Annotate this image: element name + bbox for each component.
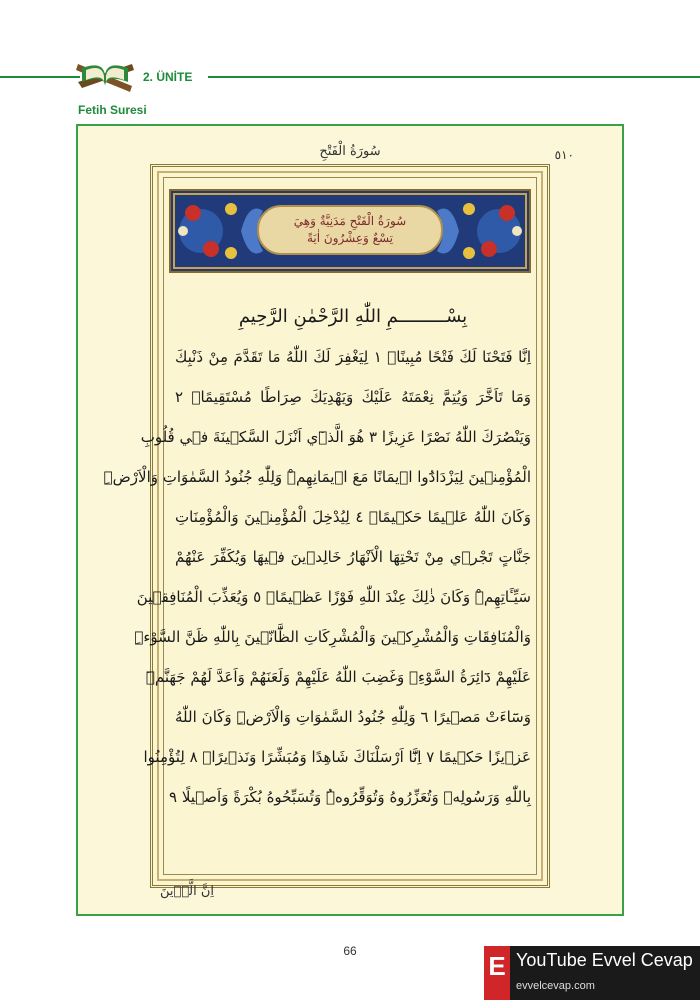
sura-title-cartouche [257, 205, 443, 255]
text-line: اِنَّا فَتَحْنَا لَكَ فَتْحًا مُبِينًاۙ ١ لِيَغْفِرَ لَكَ اللّٰهُ مَا تَقَدَّمَ مِنْ ذَنْبِكَ [175, 348, 531, 366]
basmala-line: بِسْـــــــــمِ اللّٰهِ الرَّحْمٰنِ الرَّحِيمِ [238, 306, 468, 327]
mushaf-page-number: ٥١٠ [554, 148, 574, 162]
catchword: اِنَّ الَّذٖينَ [160, 884, 214, 899]
header-rule-right [208, 76, 700, 78]
watermark-badge[interactable] [484, 946, 700, 1000]
badge-logo: E [484, 946, 510, 1000]
text-line: عَزٖيزًا حَكٖيمًا ٧ اِنَّٓا اَرْسَلْنَاكَ شَاهِدًا وَمُبَشِّرًا وَنَذٖيرًاۙ ٨ لِتُؤْمِنُوا [143, 748, 531, 766]
ornamental-frame [103, 164, 550, 888]
header-rule-left [0, 76, 80, 78]
section-title: Fetih Suresi [78, 103, 147, 117]
sura-header-banner [169, 189, 531, 273]
sura-running-title: سُورَةُ الْفَتْحِ [319, 144, 381, 159]
badge-title: YouTube Evvel Cevap [516, 950, 693, 970]
text-line: بِاللّٰهِ وَرَسُولِهٖ وَتُعَزِّرُوهُ وَتُوَقِّرُوهُۜ وَتُسَبِّحُوهُ بُكْرَةً وَاَصٖيلًا ٩ [168, 788, 531, 806]
text-line: الْمُؤْمِنٖينَ لِيَزْدَادُٓوا اٖيمَانًا مَعَ اٖيمَانِهِمْۜ وَلِلّٰهِ جُنُودُ السَّمٰوَاتِ وَالْاَرْضِۜ [103, 468, 531, 486]
badge-url[interactable]: evvelcevap.com [516, 980, 595, 992]
book-page-number: 66 [343, 944, 357, 958]
text-line: وَكَانَ اللّٰهُ عَلٖيمًا حَكٖيمًاۙ ٤ لِيُدْخِلَ الْمُؤْمِنٖينَ وَالْمُؤْمِنَاتِ [175, 508, 531, 526]
open-quran-book-icon [74, 56, 136, 96]
text-line: سَيِّـَٔاتِهِمْۜ وَكَانَ ذٰلِكَ عِنْدَ اللّٰهِ فَوْزًا عَظٖيمًاۙ ٥ وَيُعَذِّبَ الْمُنَافِقٖينَ [136, 588, 531, 606]
text-line: وَمَا تَاَخَّرَ وَيُتِمَّ نِعْمَتَهُ عَلَيْكَ وَيَهْدِيَكَ صِرَاطًا مُسْتَقِيمًاۙ ٢ [175, 388, 531, 406]
text-line: عَلَيْهِمْ دَٓائِرَةُ السَّوْءِۚ وَغَضِبَ اللّٰهُ عَلَيْهِمْ وَلَعَنَهُمْ وَاَعَدَّ لَهُمْ جَهَنَّمَۜ [145, 668, 531, 686]
banner-line-2: تِسْعٌ وَعِشْرُونَ اٰيَةً [306, 231, 394, 245]
verse-text-block [103, 297, 531, 857]
banner-line-1: سُورَةُ الْفَتْحِ مَدَنِيَّةٌ وَهِيَ [293, 214, 407, 228]
mushaf-page [76, 124, 624, 916]
unit-label: 2. ÜNİTE [143, 70, 193, 84]
text-line: وَيَنْصُرَكَ اللّٰهُ نَصْرًا عَزِيزًا ٣ هُوَ الَّذٖٓي اَنْزَلَ السَّكٖينَةَ فٖي قُلُوبِ [140, 428, 531, 446]
text-line: جَنَّاتٍ تَجْرٖي مِنْ تَحْتِهَا الْاَنْهَارُ خَالِدٖينَ فٖيهَا وَيُكَفِّرَ عَنْهُمْ [175, 548, 531, 566]
text-line: وَالْمُنَافِقَاتِ وَالْمُشْرِكٖينَ وَالْمُشْرِكَاتِ الظَّٓانّٖينَ بِاللّٰهِ ظَنَّ السَّوْءِۜ [134, 628, 531, 646]
text-line: وَسَٓاءَتْ مَصٖيرًا ٦ وَلِلّٰهِ جُنُودُ السَّمٰوَاتِ وَالْاَرْضِۜ وَكَانَ اللّٰهُ [175, 708, 531, 726]
